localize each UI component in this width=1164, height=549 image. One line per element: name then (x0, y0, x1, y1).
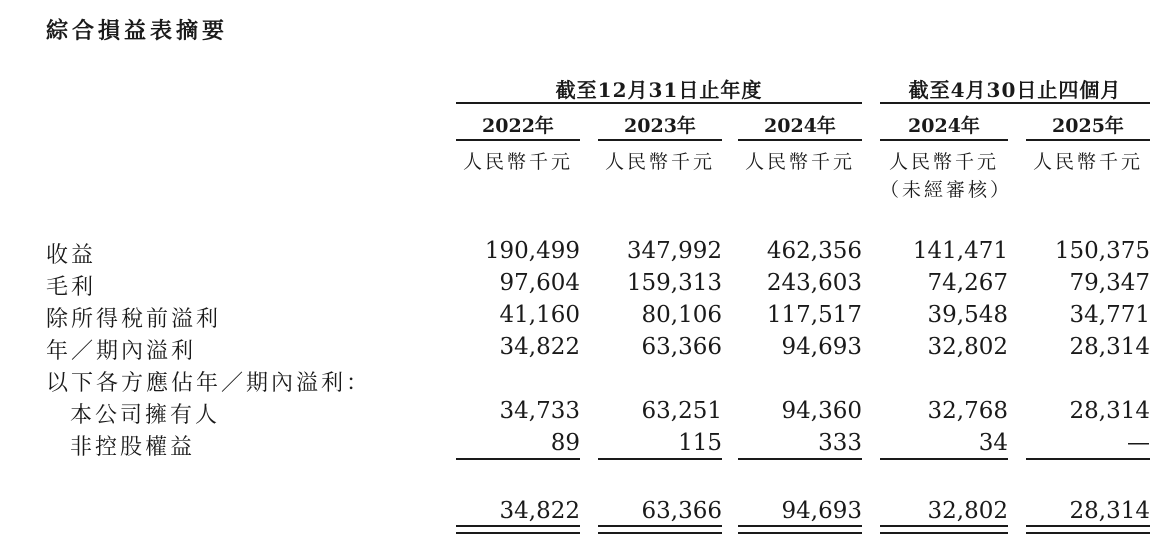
table-cell: 333 (818, 430, 862, 456)
column-year-2024: 2024年 (738, 114, 862, 141)
subtotal-rule (738, 458, 862, 460)
subtotal-rule (880, 458, 1008, 460)
table-cell: 28,314 (1069, 334, 1150, 360)
total-cell: 32,802 (927, 498, 1008, 524)
column-unit (738, 148, 862, 176)
subtotal-rule (456, 458, 580, 460)
table-cell: 63,251 (641, 398, 722, 424)
table-cell: 141,471 (912, 238, 1008, 264)
unaudited-note: （未經審核） (880, 179, 1013, 201)
unit-label: 人民幣千元 (604, 151, 715, 173)
row-label: 本公司擁有人 (70, 403, 221, 428)
column-unit (1026, 148, 1150, 176)
subtotal-rule (1026, 458, 1150, 460)
table-cell: 39,548 (927, 302, 1008, 328)
table-cell: 32,802 (927, 334, 1008, 360)
table-cell: 63,366 (641, 334, 722, 360)
table-cell: 34,771 (1069, 302, 1150, 328)
row-label: 年／期內溢利 (46, 339, 197, 364)
group-header-year: 截至12月31日止年度 (456, 78, 862, 104)
column-unit (598, 148, 722, 176)
table-cell: 89 (550, 430, 580, 456)
column-year-2025: 2025年 (1026, 114, 1150, 141)
table-cell: 150,375 (1054, 238, 1150, 264)
table-cell: — (1127, 430, 1150, 456)
table-cell: 32,768 (927, 398, 1008, 424)
unit-label: 人民幣千元 (888, 151, 999, 173)
column-unit (456, 148, 580, 176)
total-cell: 63,366 (641, 498, 722, 524)
table-cell: 159,313 (626, 270, 722, 296)
row-label: 毛利 (46, 275, 97, 300)
table-cell: 117,517 (766, 302, 862, 328)
total-double-rule (880, 525, 1008, 534)
table-cell: 462,356 (766, 238, 862, 264)
table-cell: 34,733 (499, 398, 580, 424)
table-cell: 34 (978, 430, 1008, 456)
row-label: 非控股權益 (70, 435, 196, 460)
unit-label: 人民幣千元 (744, 151, 855, 173)
table-cell: 190,499 (484, 238, 580, 264)
column-year-2024-period: 2024年 (880, 114, 1008, 141)
unit-label: 人民幣千元 (462, 151, 573, 173)
table-cell: 115 (678, 430, 722, 456)
total-cell: 28,314 (1069, 498, 1150, 524)
table-cell: 41,160 (499, 302, 580, 328)
group-header-period: 截至4月30日止四個月 (880, 78, 1150, 104)
total-double-rule (598, 525, 722, 534)
subtotal-rule (598, 458, 722, 460)
table-cell: 34,822 (499, 334, 580, 360)
total-double-rule (738, 525, 862, 534)
column-year-2023: 2023年 (598, 114, 722, 141)
row-label: 收益 (46, 243, 97, 268)
total-double-rule (1026, 525, 1150, 534)
table-cell: 347,992 (626, 238, 722, 264)
unit-label: 人民幣千元 (1032, 151, 1143, 173)
page-title: 綜合損益表摘要 (46, 19, 229, 44)
total-cell: 94,693 (781, 498, 862, 524)
total-cell: 34,822 (499, 498, 580, 524)
total-double-rule (456, 525, 580, 534)
table-cell: 94,360 (781, 398, 862, 424)
table-cell: 243,603 (766, 270, 862, 296)
column-year-2022: 2022年 (456, 114, 580, 141)
table-cell: 74,267 (927, 270, 1008, 296)
row-label: 除所得稅前溢利 (46, 307, 222, 332)
table-cell: 94,693 (781, 334, 862, 360)
table-cell: 97,604 (499, 270, 580, 296)
column-unit (880, 148, 1013, 204)
table-cell: 80,106 (641, 302, 722, 328)
row-label: 以下各方應佔年／期內溢利： (46, 371, 372, 396)
table-cell: 79,347 (1069, 270, 1150, 296)
table-cell: 28,314 (1069, 398, 1150, 424)
